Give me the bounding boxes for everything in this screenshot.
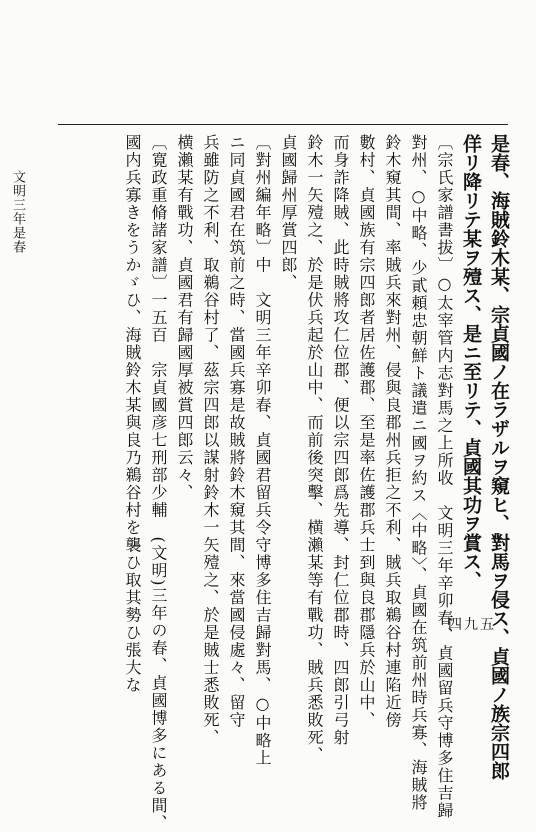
text-column: 〔寛政重脩諸家譜〕一五百 宗貞國彦七刑部少輔 (文明)三年の春、貞國博多にある間、 [149,134,168,832]
text-column: 數村、貞國族有宗四郎者居佐護郡、至是率佐護郡兵士到與良郡隱兵於山中、 [357,134,376,729]
text-column: 佯リ降リテ某ヲ殪ス、是ニ至リテ、貞國其功ヲ賞ス、 [460,134,482,590]
page-number: 四九五 [448,617,496,633]
text-column: 兵雖防之不利、取鵜谷村了、茲宗四郎以謀射鈴木一矢殪之、於是賊士悉敗死、 [201,134,220,747]
text-column: 横瀨某有戰功、貞國君有歸國厚被賞四郎云々、 [175,134,194,502]
header-rule [58,124,508,125]
text-column: 鈴木一矢殪之、於是伏兵起於山中、而前後突擊、横瀨某等有戰功、賊兵悉敗死、 [305,134,324,764]
running-head: 文明三年是春 [10,170,25,254]
text-column: 鈴木窺其間、率賊兵來對州、侵與良郡州兵拒之不利、賊兵取鵜谷村連陷近傍 [383,134,402,729]
text-column: 對州、○中略、少貳頼忠朝鮮ト議遣ニ國ヲ約ス〈中略〉、貞國在筑前州時兵寡、海賊將 [409,134,428,812]
text-column: 是春、海賊鈴木某、宗貞國ノ在ラザルヲ窺ヒ、對馬ヲ侵ス、貞國ノ族宗四郎 [488,134,510,780]
text-column: ニ同貞國君在筑前之時、當國兵寡是故賊將鈴木窺其間、來當國侵處々、留守 [227,134,246,729]
text-column: 而身詐降賊、此時賊將攻仁位郡、便以宗四郎爲先導、封仁位郡時、四郎引弓射 [331,134,350,747]
text-column: 〔對州編年略〕中 文明三年辛卯春、貞國君留兵令守博多住吉歸對馬、○中略上 [253,134,272,767]
text-column: 國内兵寡きをうかゞひ、海賊鈴木某與良乃鵜谷村を襲ひ取其勢ひ張大な [123,134,142,694]
text-column: 〔宗氏家譜書拔〕○太宰管内志對馬之上所收 文明三年辛卯春、貞國留兵守博多住吉歸 [435,134,454,820]
text-column: 貞國歸州厚賞四郎、 [279,134,298,292]
